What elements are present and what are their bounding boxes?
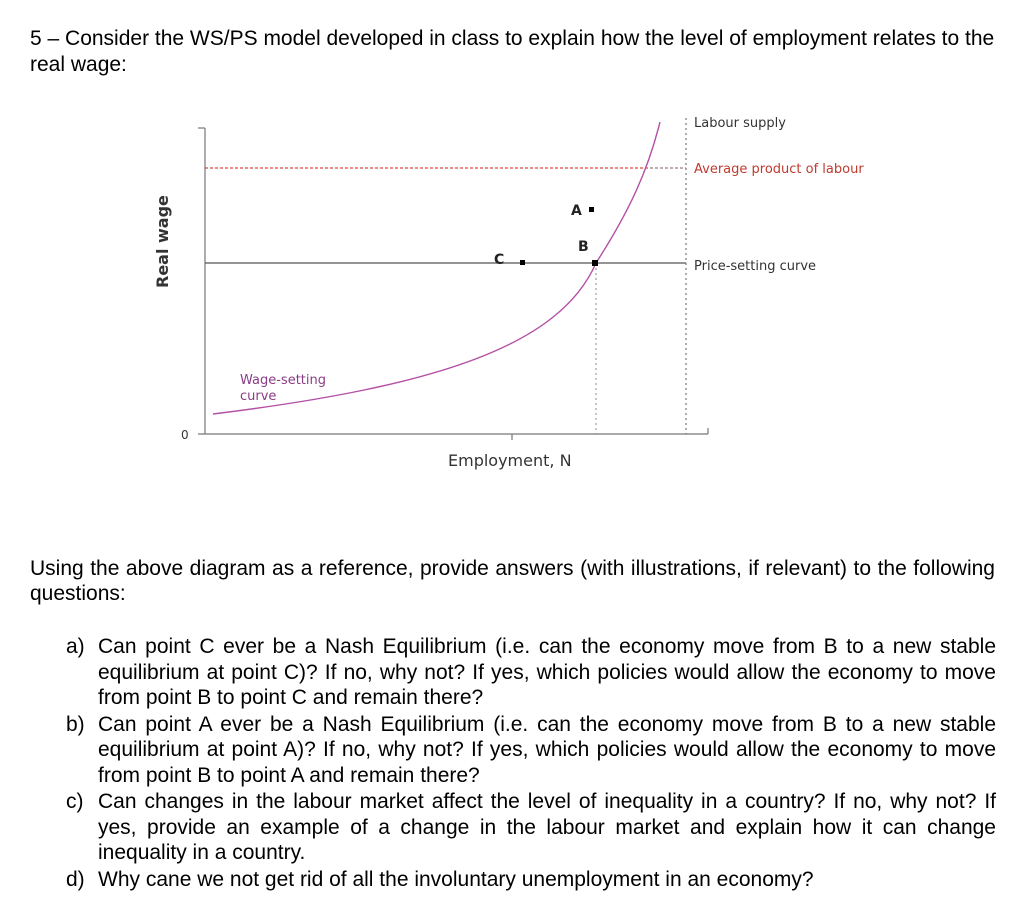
list-item xyxy=(66,867,996,893)
point-c-marker xyxy=(520,260,525,265)
list-item xyxy=(66,789,996,866)
list-marker: c) xyxy=(66,790,84,813)
list-marker: d) xyxy=(66,867,85,891)
list-item xyxy=(66,634,996,711)
intro-text: Using the above diagram as a reference, provide answers (with illustrations, if relevant) to the following questions: xyxy=(30,557,995,605)
labour-supply-label: Labour supply xyxy=(694,116,786,131)
y-axis-label: Real wage xyxy=(153,195,172,288)
point-a-marker xyxy=(589,207,594,212)
wage-setting-curve xyxy=(213,122,660,414)
point-b-label: B xyxy=(578,239,589,255)
point-b-marker xyxy=(592,260,598,266)
question-title: 5 – Consider the WS/PS model developed in class to explain how the level of employment relates to the real wage: xyxy=(30,27,995,76)
x-axis-label: Employment, N xyxy=(448,451,572,470)
point-c-label: C xyxy=(494,252,505,268)
list-marker: b) xyxy=(66,712,85,736)
list-item xyxy=(66,712,996,789)
question-text: Why cane we not get rid of all the involuntary unemployment in an economy? xyxy=(98,867,814,891)
price-setting-label: Price-setting curve xyxy=(694,259,817,274)
question-text: Can point A ever be a Nash Equilibrium (i.e. can the economy move from B to a new stable equilibrium at point A)? If no, why not? If yes, which policies would allow the economy to move from point B to point A and remain there? xyxy=(98,712,996,787)
question-list xyxy=(66,634,996,893)
wage-setting-label-line2: curve xyxy=(240,389,277,404)
wage-setting-label-line1: Wage-setting xyxy=(240,373,326,388)
question-text: Can point C ever be a Nash Equilibrium (i.e. can the economy move from B to a new stable equilibrium at point C)? If no, why not? If yes, which policies would allow the economy to move from point B to point C and remain there? xyxy=(98,635,996,709)
question-text: Can changes in the labour market affect the level of inequality in a country? If no, why not? If yes, provide an example of a change in the labour market and explain how it can change inequality in a country. xyxy=(98,790,996,864)
ws-ps-diagram xyxy=(0,100,1024,480)
list-marker: a) xyxy=(66,635,85,658)
point-a-label: A xyxy=(571,203,582,219)
average-product-label: Average product of labour xyxy=(694,162,864,177)
origin-label: 0 xyxy=(181,428,189,442)
